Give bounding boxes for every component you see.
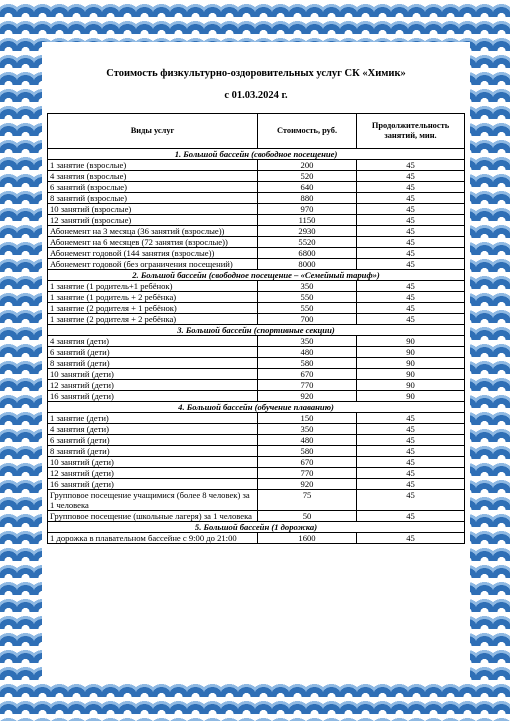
service-name: 12 занятий (дети): [48, 468, 258, 479]
service-duration: 45: [357, 413, 465, 424]
service-duration: 45: [357, 511, 465, 522]
section-title: 2. Большой бассейн (свободное посещение – «Семейный тариф»): [48, 270, 465, 281]
service-price: 700: [258, 314, 357, 325]
section-header: [48, 270, 465, 281]
section-title: 3. Большой бассейн (спортивные секции): [48, 325, 465, 336]
service-name: 1 занятие (взрослые): [48, 160, 258, 171]
service-name: 8 занятий (дети): [48, 358, 258, 369]
service-duration: 45: [357, 160, 465, 171]
table-row: [48, 160, 465, 171]
service-duration: 45: [357, 446, 465, 457]
service-price: 1600: [258, 533, 357, 544]
service-name: Абонемент годовой (144 занятия (взрослые)): [48, 248, 258, 259]
service-duration: 90: [357, 380, 465, 391]
service-price: 770: [258, 380, 357, 391]
service-name: 6 занятий (дети): [48, 347, 258, 358]
service-name: 12 занятий (дети): [48, 380, 258, 391]
table-row: [48, 248, 465, 259]
service-name: 12 занятий (взрослые): [48, 215, 258, 226]
table-row: [48, 193, 465, 204]
service-duration: 45: [357, 259, 465, 270]
table-row: [48, 182, 465, 193]
service-duration: 45: [357, 533, 465, 544]
table-row: [48, 479, 465, 490]
table-row: [48, 391, 465, 402]
service-duration: 90: [357, 391, 465, 402]
service-name: 6 занятий (дети): [48, 435, 258, 446]
service-duration: 45: [357, 215, 465, 226]
section-header: [48, 402, 465, 413]
service-price: 880: [258, 193, 357, 204]
service-price: 550: [258, 303, 357, 314]
service-name: 16 занятий (дети): [48, 479, 258, 490]
service-duration: 45: [357, 490, 465, 511]
service-price: 670: [258, 457, 357, 468]
service-name: Абонемент годовой (без ограничения посещений): [48, 259, 258, 270]
service-price: 480: [258, 347, 357, 358]
service-duration: 45: [357, 193, 465, 204]
service-name: 1 дорожка в плавательном бассейне с 9:00 до 21:00: [48, 533, 258, 544]
table-row: [48, 413, 465, 424]
table-row: [48, 511, 465, 522]
section-title: 5. Большой бассейн (1 дорожка): [48, 522, 465, 533]
table-row: [48, 435, 465, 446]
service-duration: 90: [357, 358, 465, 369]
service-name: 1 занятие (2 родителя + 1 ребёнок): [48, 303, 258, 314]
header-row: [48, 114, 465, 149]
service-price: 670: [258, 369, 357, 380]
document-title: Стоимость физкультурно-оздоровительных услуг СК «Химик»: [106, 68, 406, 79]
service-name: Абонемент на 3 месяца (36 занятий (взрослые)): [48, 226, 258, 237]
service-price: 580: [258, 358, 357, 369]
service-name: 1 занятие (дети): [48, 413, 258, 424]
table-row: [48, 347, 465, 358]
service-price: 1150: [258, 215, 357, 226]
table-row: [48, 380, 465, 391]
service-duration: 90: [357, 347, 465, 358]
table-row: [48, 204, 465, 215]
table-row: [48, 259, 465, 270]
service-price: 8000: [258, 259, 357, 270]
service-duration: 45: [357, 314, 465, 325]
table-row: [48, 314, 465, 325]
service-price: 5520: [258, 237, 357, 248]
section-title: 1. Большой бассейн (свободное посещение): [48, 149, 465, 160]
header-service: Виды услуг: [48, 114, 258, 149]
table-row: [48, 171, 465, 182]
service-price: 200: [258, 160, 357, 171]
service-price: 920: [258, 391, 357, 402]
service-duration: 45: [357, 204, 465, 215]
service-duration: 45: [357, 424, 465, 435]
table-row: [48, 468, 465, 479]
table-row: [48, 446, 465, 457]
effective-date: с 01.03.2024 г.: [224, 90, 288, 101]
table-row: [48, 490, 465, 511]
service-duration: 45: [357, 479, 465, 490]
service-duration: 90: [357, 369, 465, 380]
table-row: [48, 237, 465, 248]
table-row: [48, 424, 465, 435]
service-name: 8 занятий (дети): [48, 446, 258, 457]
table-row: [48, 336, 465, 347]
service-name: 16 занятий (дети): [48, 391, 258, 402]
service-name: 10 занятий (взрослые): [48, 204, 258, 215]
table-row: [48, 533, 465, 544]
service-price: 770: [258, 468, 357, 479]
service-price: 520: [258, 171, 357, 182]
table-row: [48, 369, 465, 380]
price-table: [47, 113, 465, 544]
service-price: 350: [258, 281, 357, 292]
header-duration: Продолжительность занятий, мин.: [357, 114, 465, 149]
service-duration: 45: [357, 303, 465, 314]
service-price: 350: [258, 424, 357, 435]
service-duration: 45: [357, 292, 465, 303]
section-header: [48, 325, 465, 336]
service-name: 1 занятие (1 родитель + 2 ребёнка): [48, 292, 258, 303]
service-name: Групповое посещение учащимися (более 8 человек) за 1 человека: [48, 490, 258, 511]
table-row: [48, 281, 465, 292]
service-name: 1 занятие (1 родитель+1 ребёнок): [48, 281, 258, 292]
table-row: [48, 226, 465, 237]
service-name: 4 занятия (дети): [48, 424, 258, 435]
service-name: Абонемент на 6 месяцев (72 занятия (взрослые)): [48, 237, 258, 248]
service-price: 50: [258, 511, 357, 522]
service-duration: 45: [357, 468, 465, 479]
service-duration: 45: [357, 226, 465, 237]
service-name: 4 занятия (взрослые): [48, 171, 258, 182]
service-duration: 45: [357, 182, 465, 193]
table-row: [48, 215, 465, 226]
service-name: 6 занятий (взрослые): [48, 182, 258, 193]
service-duration: 45: [357, 237, 465, 248]
service-duration: 45: [357, 171, 465, 182]
service-duration: 45: [357, 281, 465, 292]
header-price: Стоимость, руб.: [258, 114, 357, 149]
service-price: 75: [258, 490, 357, 511]
service-price: 970: [258, 204, 357, 215]
price-list-sheet: [42, 42, 470, 682]
section-header: [48, 149, 465, 160]
table-row: [48, 292, 465, 303]
service-duration: 45: [357, 457, 465, 468]
service-price: 640: [258, 182, 357, 193]
section-title: 4. Большой бассейн (обучение плаванию): [48, 402, 465, 413]
table-row: [48, 457, 465, 468]
service-duration: 45: [357, 435, 465, 446]
service-name: 10 занятий (дети): [48, 457, 258, 468]
service-price: 580: [258, 446, 357, 457]
service-price: 480: [258, 435, 357, 446]
service-duration: 45: [357, 248, 465, 259]
service-name: 4 занятия (дети): [48, 336, 258, 347]
service-name: 1 занятие (2 родителя + 2 ребёнка): [48, 314, 258, 325]
section-header: [48, 522, 465, 533]
table-row: [48, 358, 465, 369]
service-name: 8 занятий (взрослые): [48, 193, 258, 204]
table-row: [48, 303, 465, 314]
service-price: 6800: [258, 248, 357, 259]
service-price: 550: [258, 292, 357, 303]
service-price: 2930: [258, 226, 357, 237]
service-price: 920: [258, 479, 357, 490]
service-price: 150: [258, 413, 357, 424]
service-name: Групповое посещение (школьные лагеря) за 1 человека: [48, 511, 258, 522]
service-name: 10 занятий (дети): [48, 369, 258, 380]
service-price: 350: [258, 336, 357, 347]
service-duration: 90: [357, 336, 465, 347]
